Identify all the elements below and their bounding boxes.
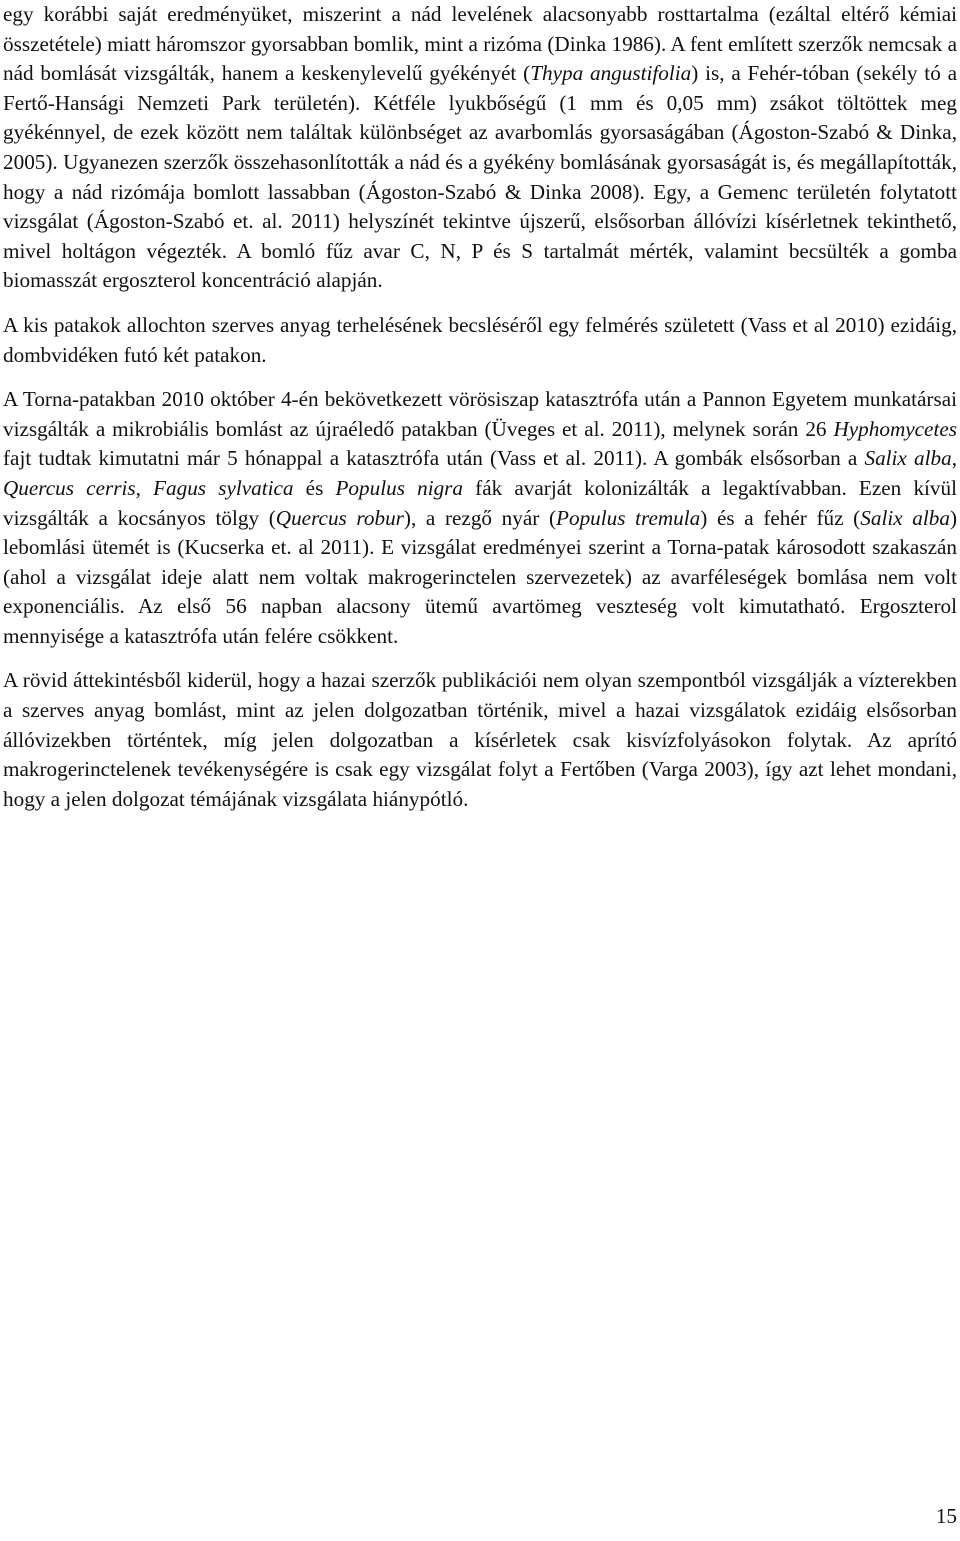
- italic-text: Thypa angustifolia: [530, 61, 692, 86]
- text-run: fák avarját kolonizálták a legaktívabban. Ezen kívül vizsgálták a kocsányos tölgy (: [3, 475, 957, 530]
- italic-text: Fagus sylvatica: [153, 475, 294, 500]
- italic-text: Populus nigra: [335, 475, 464, 500]
- text-run: egy korábbi saját eredményüket, miszerint a nád levelének alacsonyabb rosttartalma (ezáltal eltérő kémiai összetétele) miatt háromszor gyorsabban bomlik, mint a rizóma (Dinka 1986). A fent említett szerzők nemcsak a nád bomlását vizsgálták, hanem a keskenylevelű gyékényét (: [3, 2, 957, 86]
- italic-text: Hyphomycetes: [833, 416, 957, 441]
- page-number: 15: [935, 1504, 957, 1528]
- paragraph: [3, 385, 957, 651]
- italic-text: Salix alba: [864, 446, 952, 471]
- paragraph: [3, 0, 957, 296]
- body-text: [3, 0, 957, 814]
- italic-text: Quercus cerris: [3, 475, 136, 500]
- text-run: ) is, a Fehér-tóban (sekély tó a Fertő-Hansági Nemzeti Park területén). Kétféle lyukbőségű (1 mm és 0,05 mm) zsákot töltöttek meg gyékénnyel, de ezek között nem találtak különbséget az avarbomlás gyorsaságában (Ágoston-Szabó & Dinka, 2005). Ugyanezen szerzők összehasonlították a nád és a gyékény bomlásának gyorsaságát is, és megállapították, hogy a nád rizómája bomlott lassabban (Ágoston-Szabó & Dinka 2008). Egy, a Gemenc területén folytatott vizsgálat (Ágoston-Szabó et. al. 2011) helyszínét tekintve újszerű, elsősorban állóvízi kísérletnek tekinthető, mivel holtágon végezték. A bomló fűz avar C, N, P és S tartalmát mérték, valamint becsülték a gomba biomasszát ergoszterol koncentráció alapján.: [3, 61, 958, 293]
- text-run: ) lebomlási ütemét is (Kucserka et. al 2011). E vizsgálat eredményei szerint a Torna-patak károsodott szakaszán (ahol a vizsgálat ideje alatt nem voltak makrogerinctelen szervezetek) az avarféleségek bomlása nem volt exponenciális. Az első 56 napban alacsony ütemű avartömeg veszteség volt kimutatható. Ergoszterol mennyisége a katasztrófa után felére csökkent.: [3, 505, 957, 648]
- text-run: A rövid áttekintésből kiderül, hogy a hazai szerzők publikációi nem olyan szempontból vizsgálják a vízterekben a szerves anyag bomlást, mint az jelen dolgozatban történik, mivel a hazai vizsgálatok ezidáig elsősorban állóvizekben történtek, míg jelen dolgozatban a kísérletek csak kisvízfolyásokon folytak. Az aprító makrogerinctelenek tevékenységére is csak egy vizsgálat folyt a Fertőben (Varga 2003), így azt lehet mondani, hogy a jelen dolgozat témájának vizsgálata hiánypótló.: [3, 668, 957, 811]
- text-run: fajt tudtak kimutatni már 5 hónappal a katasztrófa után (Vass et al. 2011). A gombák elsősorban a: [3, 446, 865, 471]
- italic-text: Salix alba: [860, 505, 950, 530]
- italic-text: Populus tremula: [556, 505, 701, 530]
- text-run: ,: [135, 475, 154, 500]
- italic-text: Quercus robur: [275, 505, 404, 530]
- paragraph: [3, 311, 957, 370]
- text-run: ,: [951, 446, 957, 471]
- text-run: ), a rezgő nyár (: [403, 505, 557, 530]
- document-page: [3, 0, 957, 814]
- text-run: A kis patakok allochton szerves anyag terhelésének becsléséről egy felmérés született (Vass et al 2010) ezidáig, dombvidéken futó két patakon.: [3, 312, 957, 367]
- text-run: és: [293, 475, 336, 500]
- text-run: A Torna-patakban 2010 október 4-én bekövetkezett vörösiszap katasztrófa után a Pannon Egyetem munkatársai vizsgálták a mikrobiális bomlást az újraéledő patakban (Üveges et al. 2011), melynek során 26: [3, 387, 957, 441]
- paragraph: [3, 666, 957, 814]
- text-run: ) és a fehér fűz (: [700, 505, 861, 530]
